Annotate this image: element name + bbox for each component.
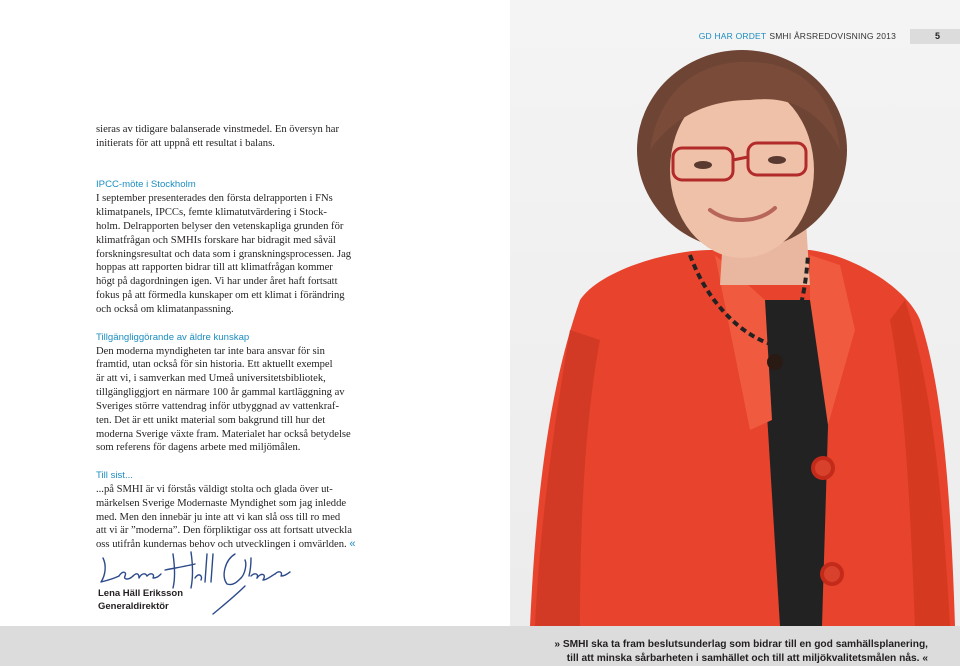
end-mark-icon: «: [349, 538, 356, 551]
text-line: ten. Det är ett unikt material som bakgrund till hur det: [96, 414, 326, 426]
text-line: Sveriges större vattendrag inför utbyggnad av vattenkraf-: [96, 400, 339, 412]
text-line: att vi är ”moderna”. Den förpliktigar oss att fortsatt utveckla: [96, 525, 352, 537]
body-text-column: [96, 123, 366, 552]
signer-name: Lena Häll Eriksson: [98, 588, 184, 599]
section-heading-finally: Till sist...: [96, 470, 133, 482]
text-line: framtid, utan också för sin historia. Ett aktuellt exempel: [96, 359, 333, 371]
header-publication-title: SMHI ÅRSREDOVISNING 2013: [769, 31, 896, 41]
signer-block: [98, 588, 183, 613]
text-line: fokus på att förmedla kunskaper om ett klimat i förändring: [96, 290, 345, 302]
text-line: oss utifrån kundernas behov och utvecklingen i omvärlden.: [96, 539, 347, 551]
pull-quote-line: till att minska sårbarheten i samhället och till att miljökvalitetsmålen nås. «: [566, 652, 928, 664]
text-line: tillgängliggjort en närmare 100 år gammal kartläggning av: [96, 387, 345, 399]
text-line: moderna Sverige växte fram. Materialet har också betydelse: [96, 428, 351, 440]
text-line: I september presenterades den första delrapporten i FNs: [96, 193, 333, 205]
pull-quote-line: » SMHI ska ta fram beslutsunderlag som bidrar till en god samhällsplanering,: [554, 639, 928, 650]
page-header: [699, 29, 960, 43]
section-heading-knowledge: Tillgängliggörande av äldre kunskap: [96, 331, 250, 343]
pull-quote: [554, 638, 928, 665]
text-line: märkelsen Sverige Modernaste Myndighet som jag inledde: [96, 497, 347, 509]
signer-title: Generaldirektör: [98, 600, 169, 612]
text-line: Den moderna myndigheten tar inte bara ansvar för sin: [96, 345, 325, 357]
text-line: med. Men den innebär ju inte att vi kan slå oss till ro med: [96, 511, 341, 523]
text-line: holm. Delrapporten belyser den vetenskapliga grunden för: [96, 220, 344, 232]
portrait-photo: [510, 0, 960, 626]
text-line: är att vi, i samverkan med Umeå universitetsbibliotek,: [96, 373, 326, 385]
intro-line: sieras av tidigare balanserade vinstmedel. En översyn har: [96, 124, 339, 135]
intro-line: initierats för att uppnå ett resultat i balans.: [96, 137, 275, 149]
text-line: högt på dagordningen igen. Vi har under året haft fortsatt: [96, 276, 338, 288]
text-line: ...på SMHI är vi förstås väldigt stolta och glada över ut-: [96, 483, 333, 495]
header-section-label: GD HAR ORDET: [698, 31, 767, 41]
text-line: hoppas att rapporten bidrar till att klimatfrågan kommer: [96, 262, 333, 274]
text-line: som referens för dagens arbete med miljömålen.: [96, 442, 301, 454]
text-line: forskningsresultat och data som i granskningsprocessen. Jag: [96, 248, 352, 260]
text-line: klimatpanels, IPCCs, femte klimatutvärdering i Stock-: [96, 207, 327, 219]
page-number: 5: [910, 29, 960, 44]
text-line: klimatfrågan och SMHIs forskare har bidragit med såväl: [96, 234, 336, 246]
text-line: och också om klimatanpassning.: [96, 303, 234, 315]
section-heading-ipcc: IPCC-möte i Stockholm: [96, 179, 196, 191]
